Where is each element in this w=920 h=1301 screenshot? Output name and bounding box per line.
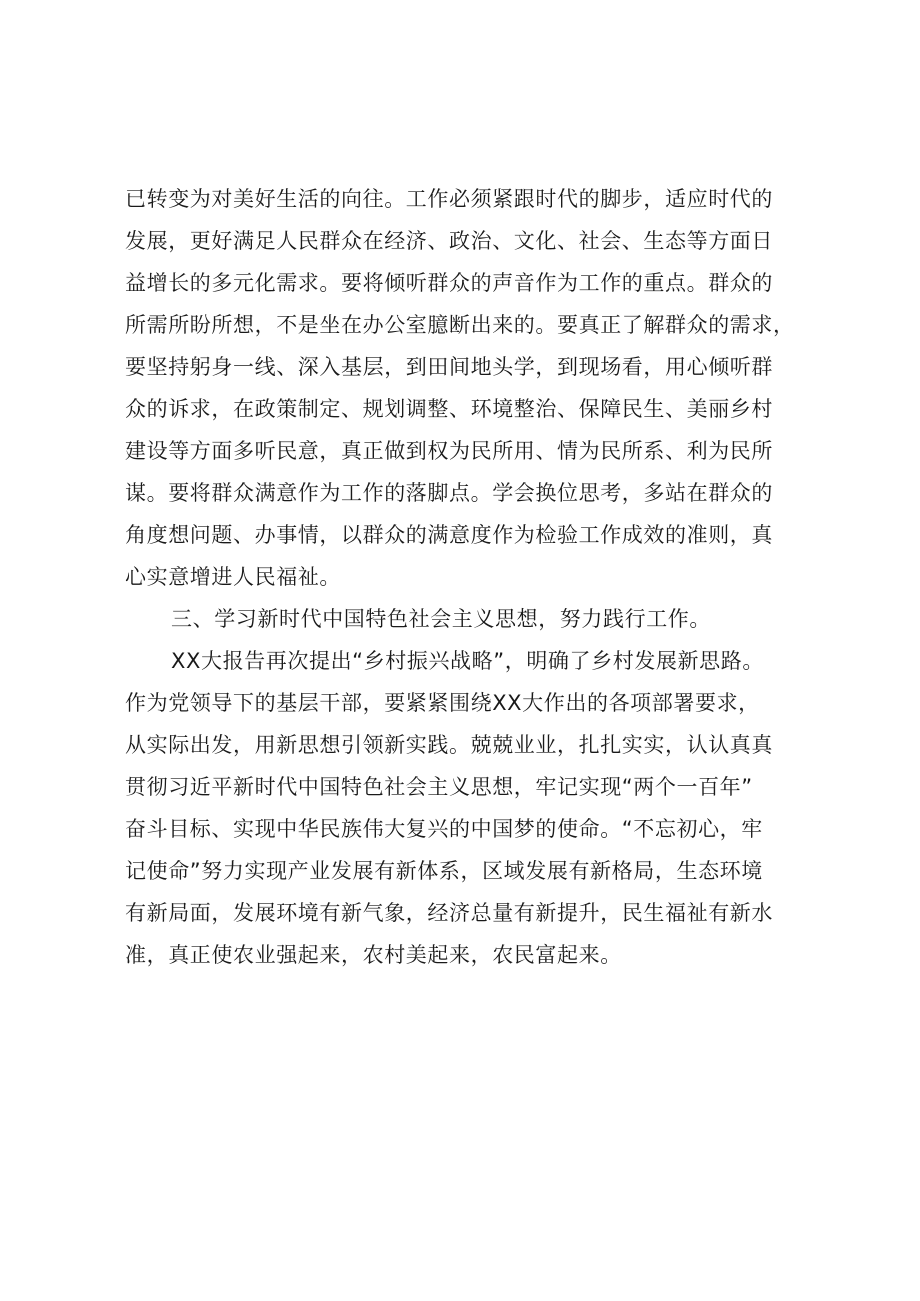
text-line: 作为党领导下的基层干部，要紧紧围绕XX大作出的各项部署要求， bbox=[125, 691, 760, 715]
text-line: 发展，更好满足人民群众在经济、政治、文化、社会、生态等方面日 bbox=[125, 229, 773, 253]
text-line: 记使命”努力实现产业发展有新体系，区域发展有新格局，生态环境 bbox=[125, 859, 763, 883]
text-line: 准，真正使农业强起来，农村美起来，农民富起来。 bbox=[125, 943, 622, 967]
body-text bbox=[125, 178, 805, 976]
text-line: 众的诉求，在政策制定、规划调整、环境整治、保障民生、美丽乡村 bbox=[125, 397, 773, 421]
text-line: 要坚持躬身一线、深入基层，到田间地头学，到现场看，用心倾听群 bbox=[125, 355, 773, 379]
text-line: 心实意增进人民福祉。 bbox=[125, 565, 341, 589]
section-heading: 三、学习新时代中国特色社会主义思想，努力践行工作。 bbox=[171, 607, 711, 631]
text-line: 贯彻习近平新时代中国特色社会主义思想，牢记实现“两个一百年” bbox=[125, 775, 753, 799]
text-line: 角度想问题、办事情，以群众的满意度作为检验工作成效的准则，真 bbox=[125, 523, 773, 547]
text-line: 建设等方面多听民意，真正做到权为民所用、情为民所系、利为民所 bbox=[125, 439, 773, 463]
text-line: 已转变为对美好生活的向往。工作必须紧跟时代的脚步，适应时代的 bbox=[125, 187, 773, 211]
text-line: 有新局面，发展环境有新气象，经济总量有新提升，民生福祉有新水 bbox=[125, 901, 773, 925]
text-line: 益增长的多元化需求。要将倾听群众的声音作为工作的重点。群众的 bbox=[125, 271, 773, 295]
text-line: 谋。要将群众满意作为工作的落脚点。学会换位思考，多站在群众的 bbox=[125, 481, 773, 505]
text-line: 奋斗目标、实现中华民族伟大复兴的中国梦的使命。“不忘初心，牢 bbox=[125, 817, 763, 841]
text-line: 所需所盼所想，不是坐在办公室臆断出来的。要真正了解群众的需求， bbox=[125, 313, 795, 337]
text-line: 从实际出发，用新思想引领新实践。兢兢业业，扎扎实实，认认真真 bbox=[125, 733, 773, 757]
text-line: XX大报告再次提出“乡村振兴战略”，明确了乡村发展新思路。 bbox=[171, 649, 764, 673]
